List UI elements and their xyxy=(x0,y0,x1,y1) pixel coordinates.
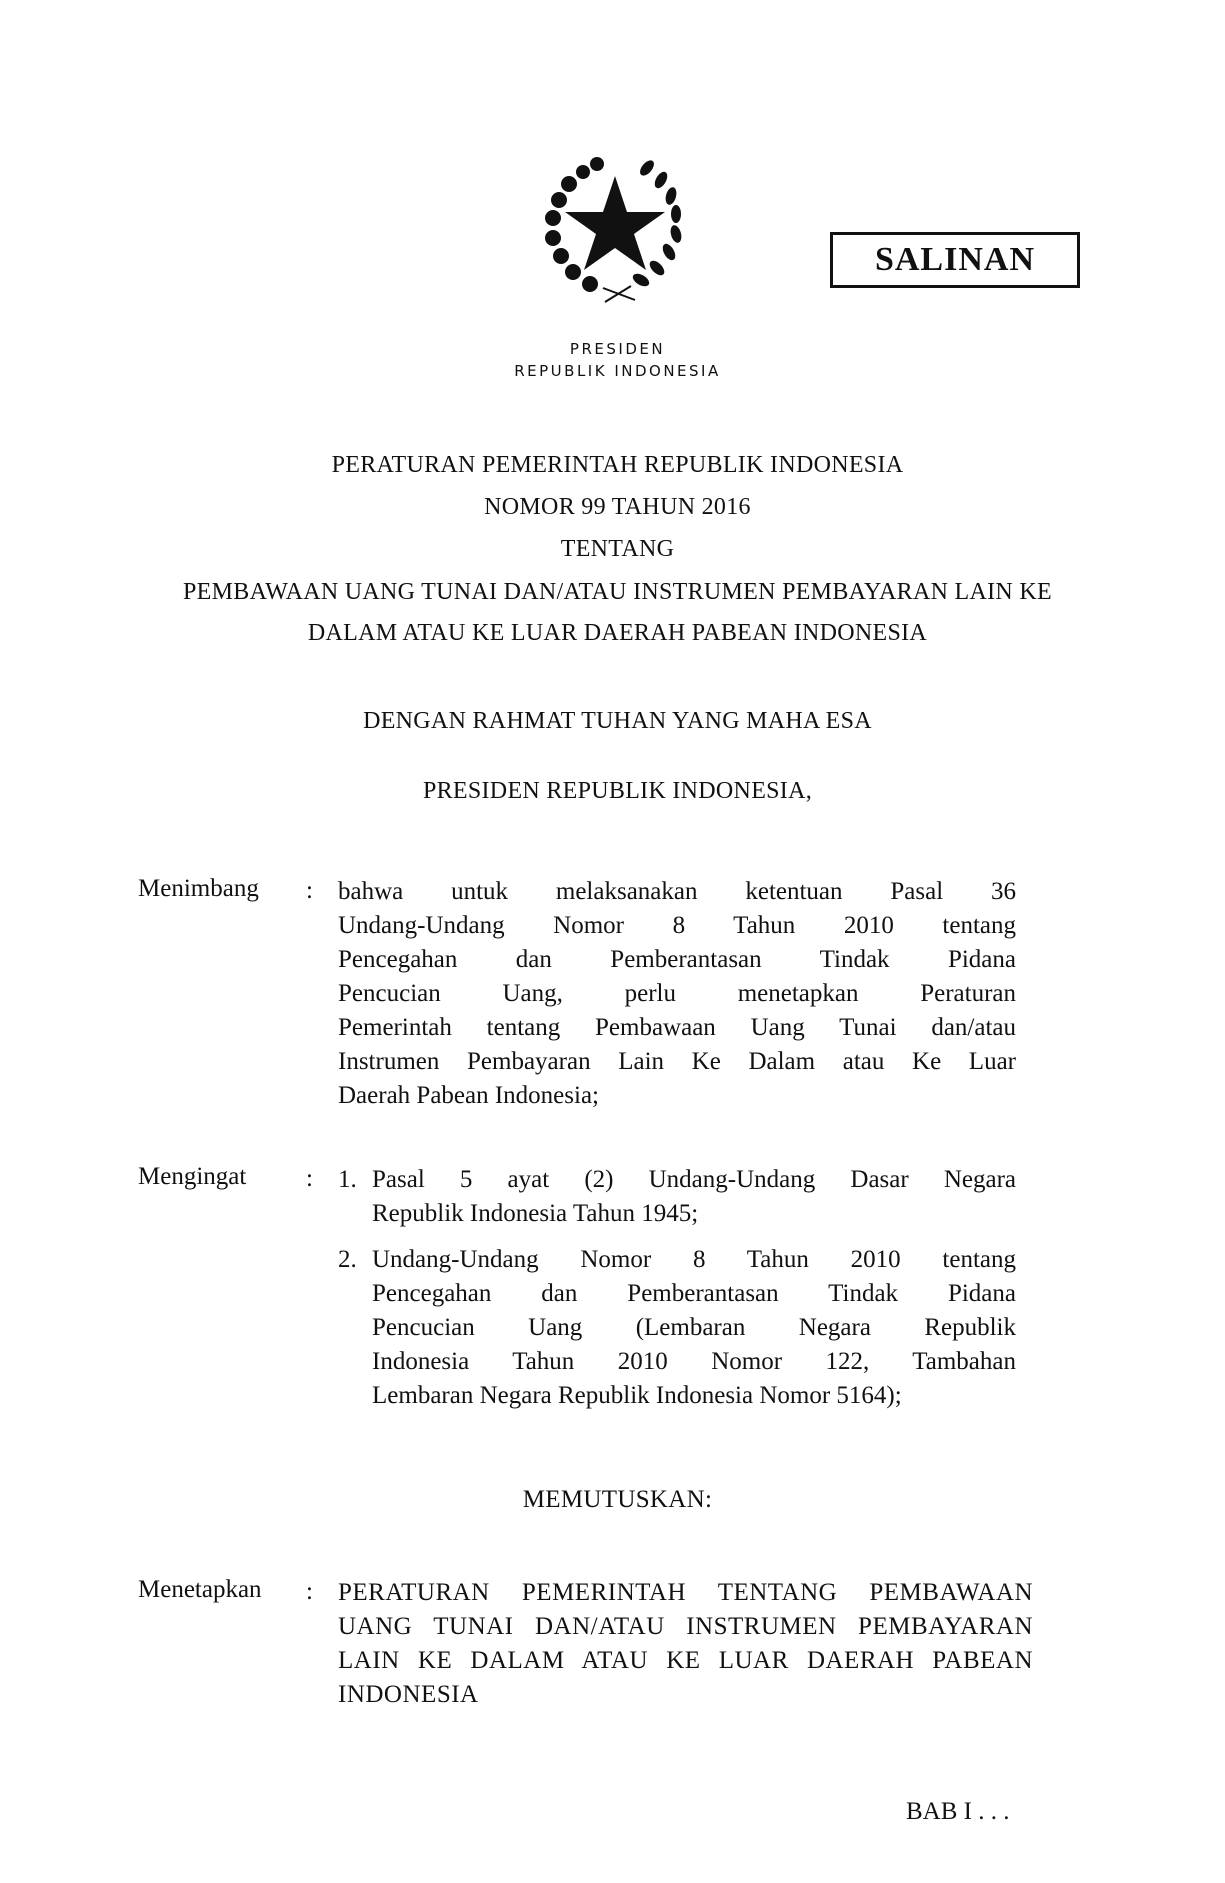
salinan-stamp: SALINAN xyxy=(830,232,1080,288)
mengingat-item-1 xyxy=(372,1163,1016,1231)
text-line: Pencucian Uang (Lembaran Negara Republik xyxy=(372,1314,1016,1341)
text-line: Undang-Undang Nomor 8 Tahun 2010 tentang xyxy=(372,1246,1016,1273)
title-line-4: PEMBAWAAN UANG TUNAI DAN/ATAU INSTRUMEN PEMBAYARAN LAIN KE xyxy=(183,579,1052,605)
text-line: Republik Indonesia Tahun 1945; xyxy=(372,1200,699,1227)
text-line: Pasal 5 ayat (2) Undang-Undang Dasar Negara xyxy=(372,1166,1016,1193)
menetapkan-text xyxy=(338,1576,1033,1712)
office-line-2: REPUBLIK INDONESIA xyxy=(514,362,721,380)
mengingat-colon: : xyxy=(306,1165,313,1192)
text-line: Pemerintah tentang Pembawaan Uang Tunai dan/atau xyxy=(338,1014,1016,1041)
text-line: Pencegahan dan Pemberantasan Tindak Pidana xyxy=(372,1280,1016,1307)
title-line-2: NOMOR 99 TAHUN 2016 xyxy=(484,494,751,520)
text-line: INDONESIA xyxy=(338,1681,479,1708)
menetapkan-label: Menetapkan xyxy=(138,1576,262,1603)
title-line-3: TENTANG xyxy=(560,536,675,562)
office-line-1: PRESIDEN xyxy=(569,340,666,358)
title-line-5: DALAM ATAU KE LUAR DAERAH PABEAN INDONESIA xyxy=(307,620,928,646)
text-line: Pencucian Uang, perlu menetapkan Peraturan xyxy=(338,980,1016,1007)
memutuskan-heading: MEMUTUSKAN: xyxy=(522,1486,713,1513)
text-line: LAIN KE DALAM ATAU KE LUAR DAERAH PABEAN xyxy=(338,1647,1033,1674)
text-line: Lembaran Negara Republik Indonesia Nomor 5164); xyxy=(372,1382,902,1409)
text-line: UANG TUNAI DAN/ATAU INSTRUMEN PEMBAYARAN xyxy=(338,1613,1033,1640)
item-number: 2. xyxy=(338,1246,357,1273)
presidential-emblem xyxy=(535,148,695,308)
title-line-1: PERATURAN PEMERINTAH REPUBLIK INDONESIA xyxy=(331,452,904,478)
menimbang-text xyxy=(338,875,1016,1113)
text-line: Indonesia Tahun 2010 Nomor 122, Tambahan xyxy=(372,1348,1016,1375)
text-line: Undang-Undang Nomor 8 Tahun 2010 tentang xyxy=(338,912,1016,939)
text-line: Instrumen Pembayaran Lain Ke Dalam atau Ke Luar xyxy=(338,1048,1016,1075)
text-line: Daerah Pabean Indonesia; xyxy=(338,1082,599,1109)
menimbang-colon: : xyxy=(306,877,313,904)
mengingat-label: Mengingat xyxy=(138,1163,247,1190)
menimbang-label: Menimbang xyxy=(138,875,259,902)
mengingat-item-2 xyxy=(372,1243,1016,1413)
text-line: Pencegahan dan Pemberantasan Tindak Pidana xyxy=(338,946,1016,973)
next-page-marker: BAB I . . . xyxy=(906,1798,1010,1825)
menetapkan-colon: : xyxy=(306,1578,313,1605)
president-heading: PRESIDEN REPUBLIK INDONESIA, xyxy=(422,778,813,804)
text-line: PERATURAN PEMERINTAH TENTANG PEMBAWAAN xyxy=(338,1579,1033,1606)
item-number: 1. xyxy=(338,1166,357,1193)
invocation: DENGAN RAHMAT TUHAN YANG MAHA ESA xyxy=(363,708,872,734)
text-line: bahwa untuk melaksanakan ketentuan Pasal 36 xyxy=(338,878,1016,905)
